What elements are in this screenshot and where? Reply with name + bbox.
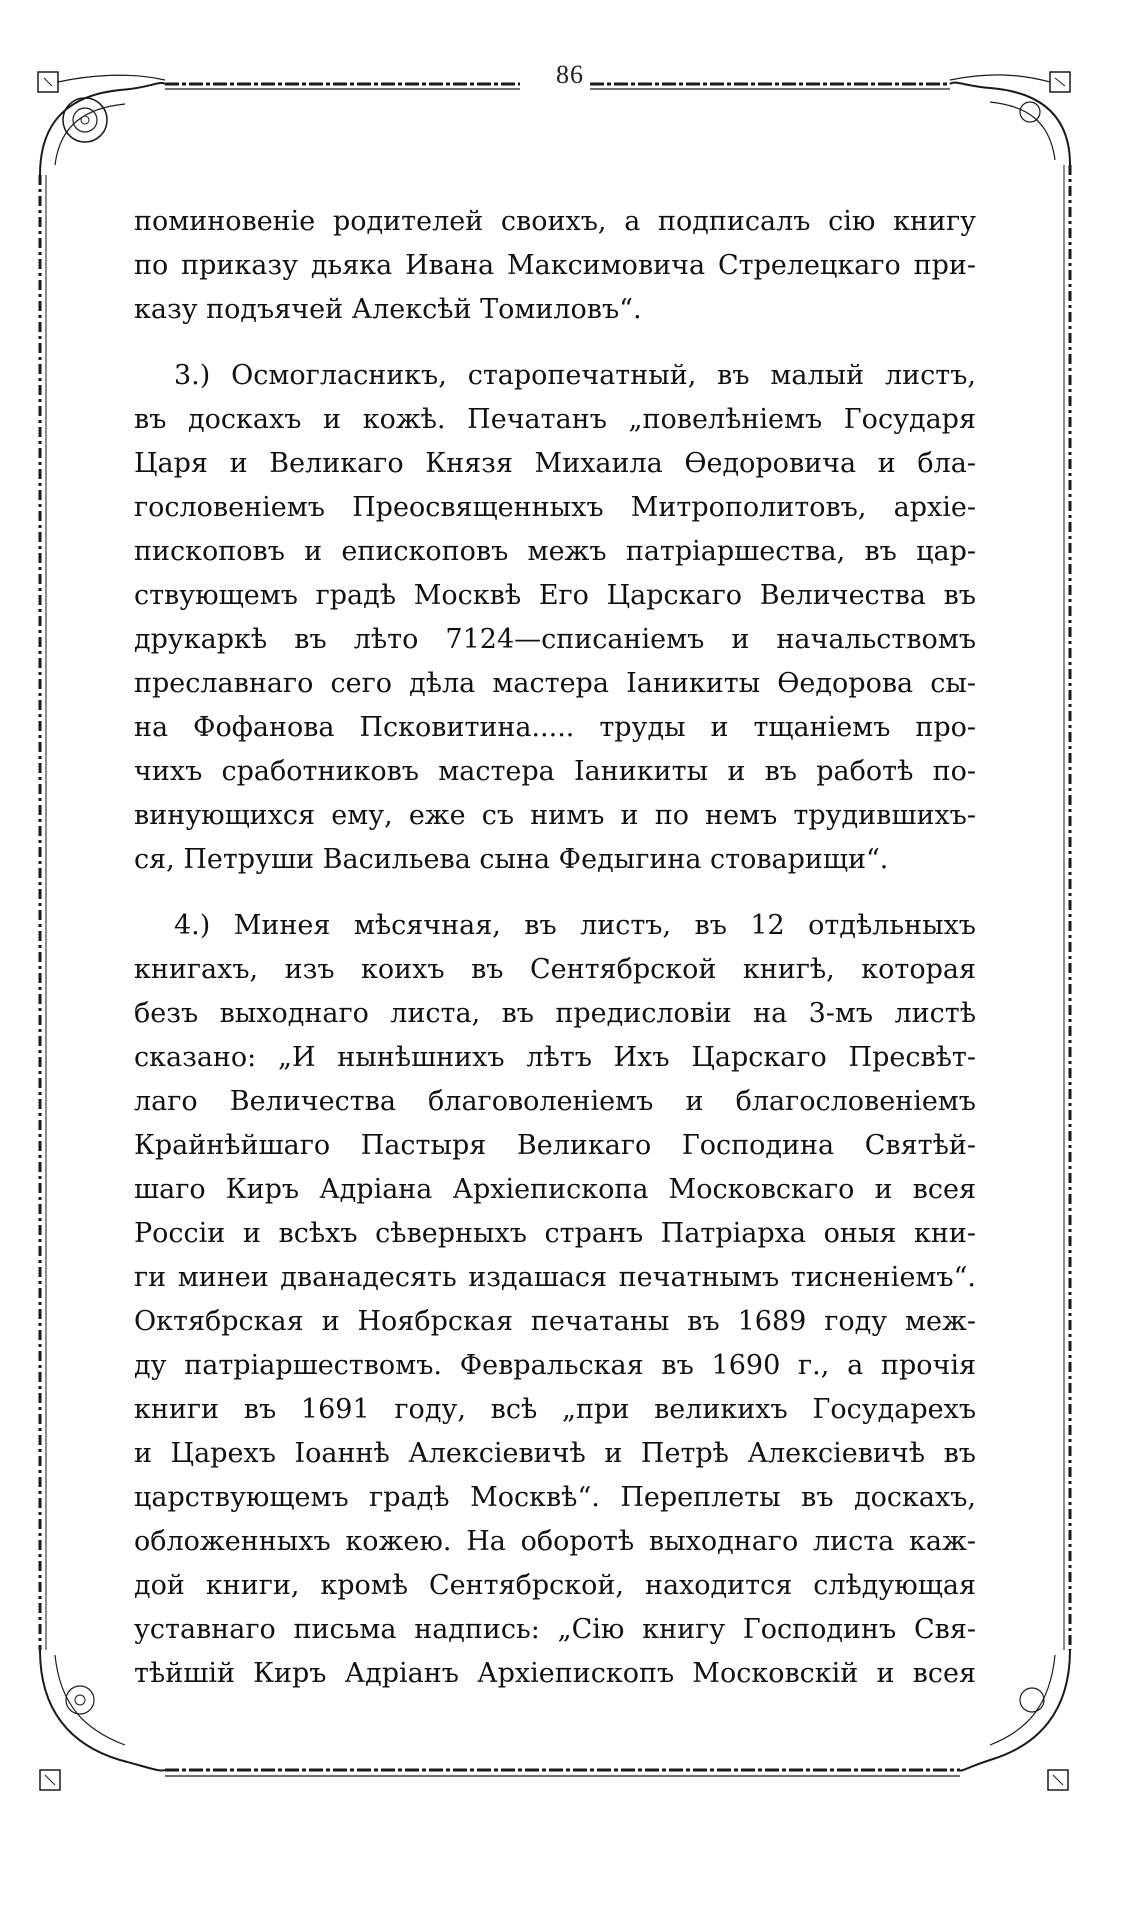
paragraph-1: [134, 200, 976, 332]
text-line: сказано: „И нынѣшнихъ лѣтъ Ихъ Царскаго Пресвѣт-: [134, 1042, 976, 1073]
text-line: поминовеніе родителей своихъ, а подписалъ сію книгу: [134, 206, 976, 237]
text-line: и Царехъ Іоаннѣ Алексіевичѣ и Петрѣ Алексіевичѣ въ: [134, 1438, 976, 1469]
text-line: тѣйшій Киръ Адріанъ Архіепископъ Московскій и всея: [134, 1658, 976, 1689]
text-line: безъ выходнаго листа, въ предисловіи на 3-мъ листѣ: [134, 998, 976, 1029]
text-line: по приказу дьяка Ивана Максимовича Стрелецкаго при-: [134, 250, 976, 281]
corner-ornament-bottom-right: [960, 1650, 1070, 1790]
paragraph-3: [134, 904, 976, 1696]
text-line: ги минеи дванадесять издашася печатнымъ тисненіемъ“.: [134, 1262, 976, 1293]
text-line: на Фофанова Псковитина..... труды и тщаніемъ про-: [134, 712, 976, 743]
text-line: друкаркѣ въ лѣто 7124—списаніемъ и начальствомъ: [134, 624, 976, 655]
text-line: уставнаго письма надпись: „Сію книгу Господинъ Свя-: [134, 1614, 976, 1645]
text-line: царствующемъ градѣ Москвѣ“. Переплеты въ доскахъ,: [134, 1482, 976, 1513]
text-line: 4.) Минея мѣсячная, въ листъ, въ 12 отдѣльныхъ: [174, 910, 976, 941]
text-line: Царя и Великаго Князя Михаила Ѳедоровича и бла-: [134, 448, 976, 479]
text-line: ду патріаршествомъ. Февральская въ 1690 г., а прочія: [134, 1350, 976, 1381]
text-line: книги въ 1691 году, всѣ „при великихъ Государехъ: [134, 1394, 976, 1425]
text-line: ся, Петруши Васильева сына Федыгина стоварищи“.: [134, 844, 889, 875]
text-line: пископовъ и епископовъ межъ патріаршества, въ цар-: [134, 536, 976, 567]
text-line: Крайнѣйшаго Пастыря Великаго Господина Святѣй-: [134, 1130, 976, 1161]
text-line: книгахъ, изъ коихъ въ Сентябрской книгѣ, которая: [134, 954, 976, 985]
text-line: обложенныхъ кожею. На оборотѣ выходнаго листа каж-: [134, 1526, 976, 1557]
text-line: шаго Киръ Адріана Архіепископа Московскаго и всея: [134, 1174, 976, 1205]
text-line: лаго Величества благоволеніемъ и благословеніемъ: [134, 1086, 976, 1117]
text-line: въ доскахъ и кожѣ. Печатанъ „повелѣніемъ Государя: [134, 404, 976, 435]
paragraph-2: [134, 354, 976, 882]
text-line: винующихся ему, еже съ нимъ и по немъ трудившихъ-: [134, 800, 976, 831]
page-body-text: [134, 200, 976, 1689]
page-number: 86: [556, 60, 584, 89]
text-line: гословеніемъ Преосвященныхъ Митрополитовъ, архіе-: [134, 492, 976, 523]
text-line: чихъ сработниковъ мастера Іаникиты и въ работѣ по-: [134, 756, 976, 787]
text-line: Октябрская и Ноябрская печатаны въ 1689 году меж-: [134, 1306, 976, 1337]
text-line: казу подъячей Алексѣй Томиловъ“.: [134, 294, 642, 325]
text-line: Россіи и всѣхъ сѣверныхъ странъ Патріарха оныя кни-: [134, 1218, 976, 1249]
text-line: 3.) Осмогласникъ, старопечатный, въ малый листъ,: [174, 360, 976, 391]
text-line: ствующемъ градѣ Москвѣ Его Царскаго Величества въ: [134, 580, 976, 611]
text-line: преславнаго сего дѣла мастера Іаникиты Ѳедорова сы-: [134, 668, 976, 699]
text-line: дой книги, кромѣ Сентябрской, находится слѣдующая: [134, 1570, 976, 1601]
